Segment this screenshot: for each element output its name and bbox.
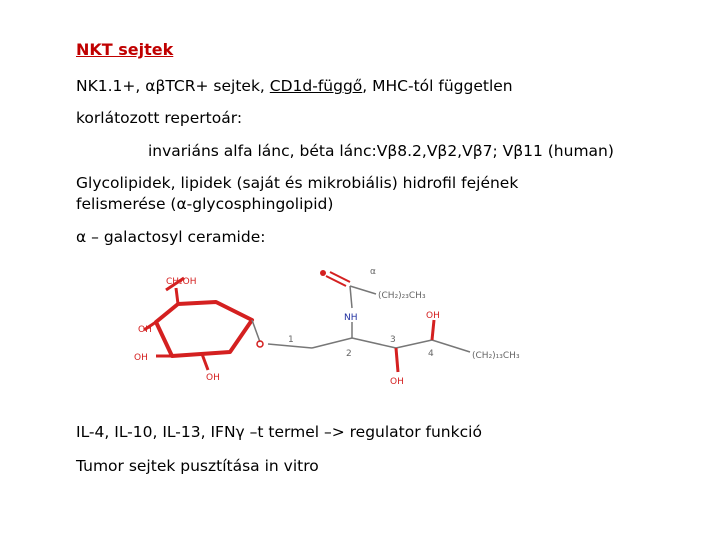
oh-label-3: OH — [390, 377, 404, 387]
recognition-line: felismerése (α-glycosphingolipid) — [76, 195, 334, 213]
fatty-acid-chain-label: (CH₂)₂₃CH₃ — [378, 291, 426, 301]
cytokine-line: IL-4, IL-10, IL-13, IFNγ –t termel –> regulator funkció — [76, 423, 482, 441]
tumor-killing-line: Tumor sejtek pusztítása in vitro — [76, 457, 319, 475]
chain-line: invariáns alfa lánc, béta lánc:Vβ8.2,Vβ2,Vβ7; Vβ11 (human) — [148, 142, 614, 160]
carbonyl-oxygen-atom — [320, 270, 326, 276]
carbon-1-label: 1 — [288, 335, 294, 345]
slide-title: NKT sejtek — [76, 40, 174, 59]
ring-oh-label-3: OH — [206, 373, 220, 383]
nh-label: NH — [344, 313, 358, 323]
alpha-label: α — [370, 267, 376, 277]
nk-marker-line — [76, 77, 513, 95]
ring-oh-label-2: OH — [134, 353, 148, 363]
carbonyl-double-bond — [326, 272, 350, 286]
sphingoid-chain-label: (CH₂)₁₃CH₃ — [472, 351, 520, 361]
ch2oh-label: CH₂OH — [166, 277, 197, 287]
galactose-ring — [156, 302, 252, 356]
mhc-independent-text: , MHC-tól független — [362, 77, 513, 95]
repertoire-line: korlátozott repertoár: — [76, 109, 243, 127]
glycolipid-line: Glycolipidek, lipidek (saját és mikrobiális) hidrofil fejének — [76, 174, 519, 192]
nk-marker-text: NK1.1+, αβTCR+ sejtek, — [76, 77, 270, 95]
ring-oh-label-1: OH — [138, 325, 152, 335]
carbon-3-label: 3 — [390, 335, 396, 345]
cd1d-dependent-text: CD1d-függő — [269, 77, 363, 95]
oh-label-4: OH — [426, 311, 440, 321]
carbon-4-label: 4 — [428, 349, 434, 359]
galactosyl-ceramide-structure — [120, 262, 550, 392]
carbon-2-label: 2 — [346, 349, 352, 359]
galactosyl-ceramide-label: α – galactosyl ceramide: — [76, 228, 266, 246]
